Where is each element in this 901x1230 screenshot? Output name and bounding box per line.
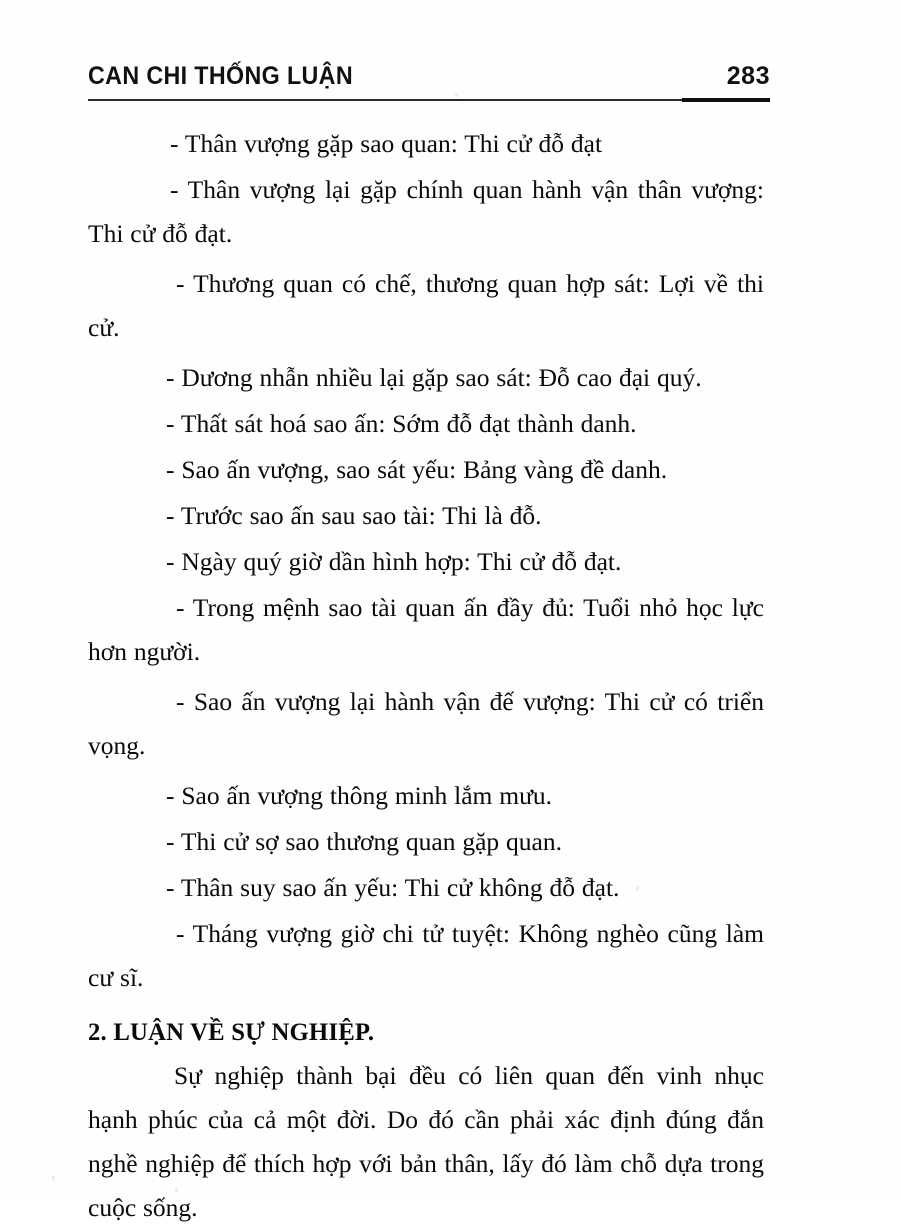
header-rule — [88, 99, 770, 101]
section-heading: 2. LUẬN VỀ SỰ NGHIỆP. — [88, 1017, 375, 1046]
scan-speckle — [52, 1175, 55, 1181]
scan-speckle — [175, 1188, 178, 1193]
bullet-item: - Ngày quý giờ dần hình hợp: Thi cử đỗ đạt. — [166, 547, 622, 576]
page-number: 283 — [726, 62, 770, 90]
bullet-item: - Thân vượng lại gặp chính quan hành vận thân vượng: Thi cử đỗ đạt. — [88, 175, 764, 248]
scan-speckle — [636, 886, 639, 891]
scan-speckle — [455, 93, 458, 97]
bullet-item: - Thi cử sợ sao thương quan gặp quan. — [166, 827, 562, 856]
closing-paragraph: Sự nghiệp thành bại đều có liên quan đến vinh nhục hạnh phúc của cả một đời. Do đó cần phải xác định đúng đắn nghề nghiệp để thích hợp với bản thân, lấy đó làm chỗ dựa trong cuộc sống. — [88, 1061, 764, 1222]
bullet-item: - Sao ấn vượng, sao sát yếu: Bảng vàng đề danh. — [166, 455, 668, 484]
bullet-item: - Sao ấn vượng thông minh lắm mưu. — [166, 781, 553, 810]
bullet-item: - Thân suy sao ấn yếu: Thi cử không đỗ đạt. — [166, 873, 620, 902]
bullet-item: - Tháng vượng giờ chi tử tuyệt: Không nghèo cũng làm cư sĩ. — [88, 919, 764, 992]
header-rule-accent — [682, 98, 770, 102]
bullet-item: - Thương quan có chế, thương quan hợp sát: Lợi về thi cử. — [88, 269, 764, 342]
running-head — [88, 62, 770, 96]
bullet-item: - Dương nhẫn nhiều lại gặp sao sát: Đỗ cao đại quý. — [166, 363, 702, 392]
bullet-item: - Trong mệnh sao tài quan ấn đầy đủ: Tuổi nhỏ học lực hơn người. — [88, 593, 764, 666]
bullet-item: - Trước sao ấn sau sao tài: Thi là đỗ. — [166, 501, 542, 530]
bullet-item: - Thất sát hoá sao ấn: Sớm đỗ đạt thành danh. — [166, 409, 637, 438]
running-head-title: CAN CHI THỐNG LUẬN — [88, 62, 354, 90]
bullet-item: - Sao ấn vượng lại hành vận đế vượng: Thi cử có triển vọng. — [88, 687, 764, 760]
bullet-item: - Thân vượng gặp sao quan: Thi cử đỗ đạt — [170, 129, 603, 158]
body-text-block — [88, 122, 764, 1230]
